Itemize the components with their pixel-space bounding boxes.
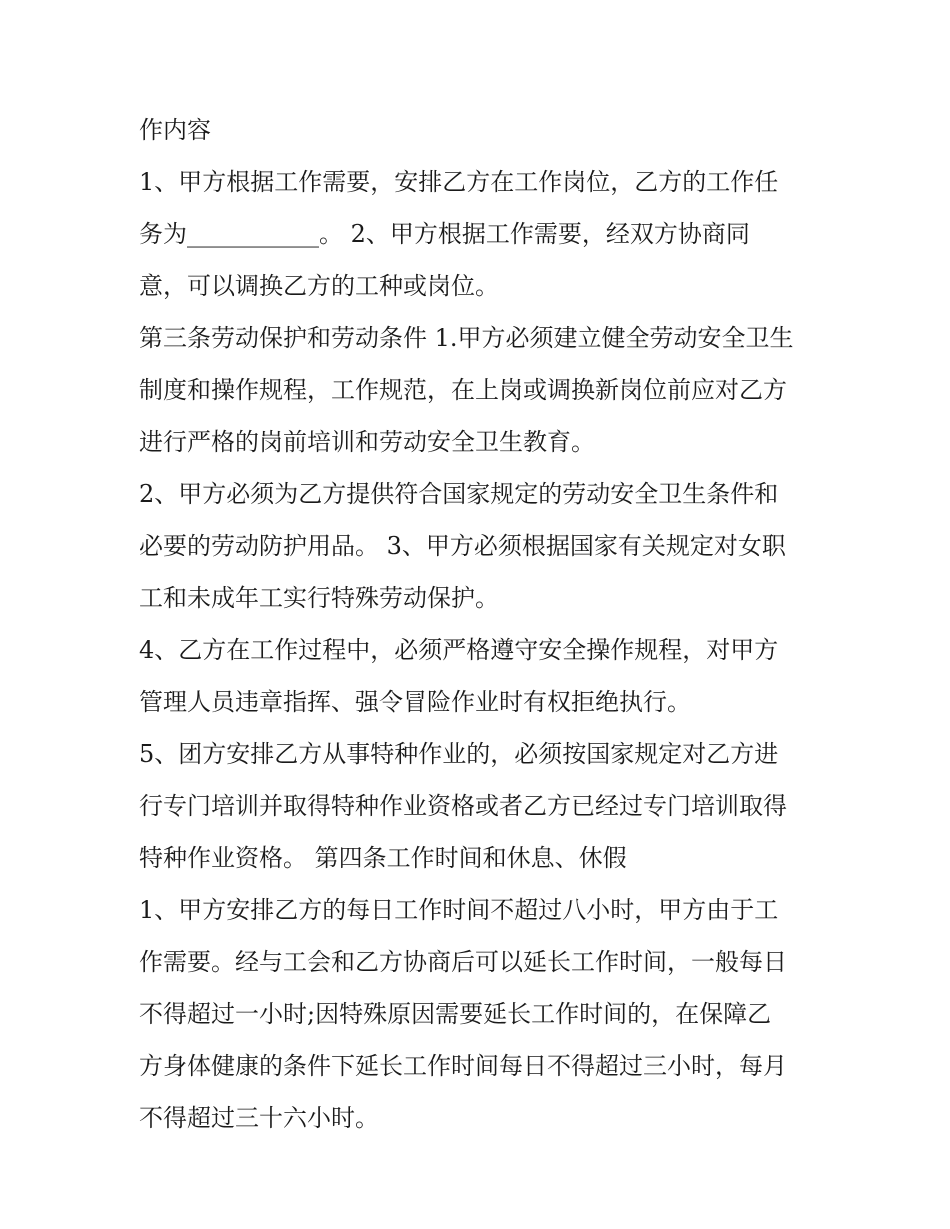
text-line: 管理人员违章指挥、强令冒险作业时有权拒绝执行。 <box>139 688 691 716</box>
text-line: 行专门培训并取得特种作业资格或者乙方已经过专门培训取得 <box>139 792 787 820</box>
text-line: 5、团方安排乙方从事特种作业的，必须按国家规定对乙方进 <box>139 740 779 768</box>
text-line: 制度和操作规程，工作规范，在上岗或调换新岗位前应对乙方 <box>139 376 787 404</box>
text-line: 特种作业资格。 第四条工作时间和休息、休假 <box>139 844 627 872</box>
text-line: 2、甲方必须为乙方提供符合国家规定的劳动安全卫生条件和 <box>139 480 779 508</box>
text-line: 工和未成年工实行特殊劳动保护。 <box>139 584 499 612</box>
text-line: 4、乙方在工作过程中，必须严格遵守安全操作规程，对甲方 <box>139 636 779 664</box>
text-line: 1、甲方根据工作需要，安排乙方在工作岗位，乙方的工作任 <box>139 168 779 196</box>
text-line: 必要的劳动防护用品。 3、甲方必须根据国家有关规定对女职 <box>139 532 786 560</box>
text-line: 方身体健康的条件下延长工作时间每日不得超过三小时，每月 <box>139 1052 787 1080</box>
text-line: 作内容 <box>139 116 211 144</box>
text-line: 作需要。经与工会和乙方协商后可以延长工作时间，一般每日 <box>139 948 787 976</box>
text-line: 1、甲方安排乙方的每日工作时间不超过八小时，甲方由于工 <box>139 896 779 924</box>
text-line: 务为___________。 2、甲方根据工作需要，经双方协商同 <box>139 220 750 248</box>
text-line: 不得超过三十六小时。 <box>139 1104 379 1132</box>
contract-text-body <box>139 108 819 1148</box>
text-line: 不得超过一小时;因特殊原因需要延长工作时间的，在保障乙 <box>139 1000 772 1028</box>
text-line: 意，可以调换乙方的工种或岗位。 <box>139 272 499 300</box>
text-line: 进行严格的岗前培训和劳动安全卫生教育。 <box>139 428 595 456</box>
text-line: 第三条劳动保护和劳动条件 1.甲方必须建立健全劳动安全卫生 <box>139 324 794 352</box>
